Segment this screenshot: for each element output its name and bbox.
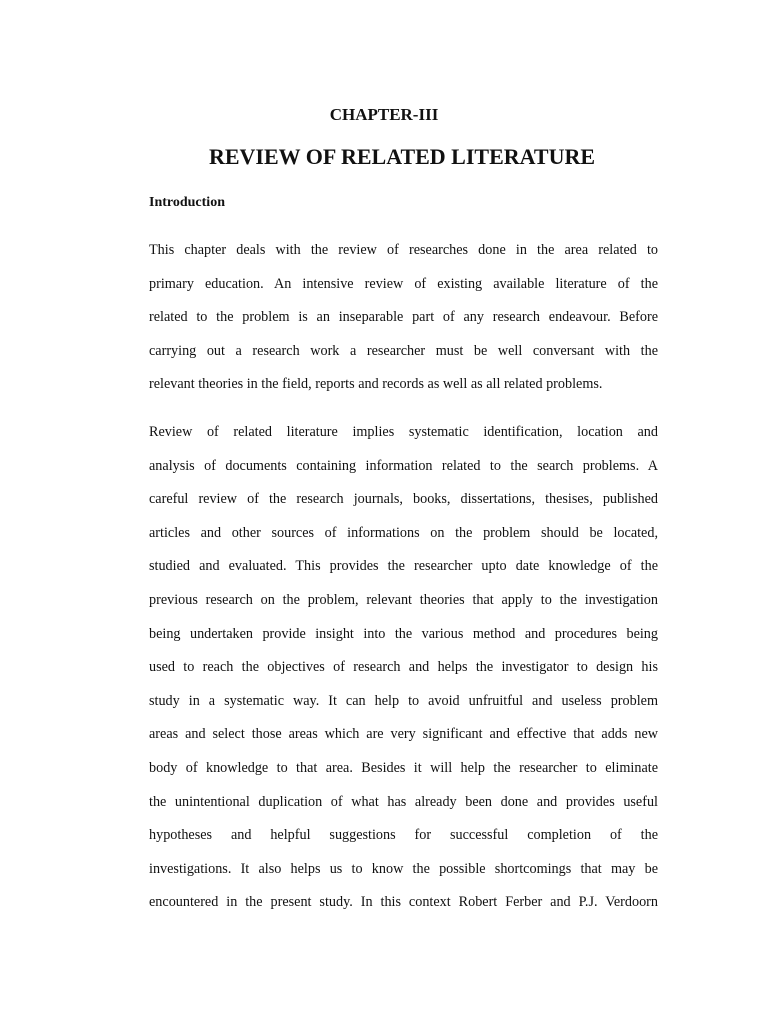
paragraph-line: analysis of documents containing information related to the search problems. A <box>149 457 658 474</box>
paragraph-line: being undertaken provide insight into the various method and procedures being <box>149 625 658 642</box>
paragraph-line: articles and other sources of informations on the problem should be located, <box>149 524 658 541</box>
paragraph-line: careful review of the research journals, books, dissertations, thesises, published <box>149 491 658 508</box>
paragraph-line: body of knowledge to that area. Besides it will help the researcher to eliminate <box>149 759 658 776</box>
paragraph-line: used to reach the objectives of research and helps the investigator to design his <box>149 659 658 676</box>
paragraph-line: encountered in the present study. In this context Robert Ferber and P.J. Verdoorn <box>149 894 658 911</box>
chapter-label: CHAPTER-III <box>329 105 439 124</box>
paragraph-line: Review of related literature implies systematic identification, location and <box>149 424 658 440</box>
paragraph-2 <box>149 416 658 920</box>
paragraph-line: areas and select those areas which are very significant and effective that adds new <box>149 726 658 743</box>
paragraph-line: relevant theories in the field, reports and records as well as all related problems. <box>149 376 603 393</box>
chapter-title: REVIEW OF RELATED LITERATURE <box>208 144 596 169</box>
paragraph-line: previous research on the problem, relevant theories that apply to the investigation <box>149 591 658 608</box>
paragraph-line: This chapter deals with the review of researches done in the area related to <box>149 242 658 258</box>
paragraph-line: study in a systematic way. It can help to avoid unfruitful and useless problem <box>149 692 658 709</box>
paragraph-line: carrying out a research work a researcher must be well conversant with the <box>149 342 658 359</box>
paragraph-line: related to the problem is an inseparable part of any research endeavour. Before <box>149 309 658 326</box>
paragraph-line: primary education. An intensive review of existing available literature of the <box>149 275 658 292</box>
paragraph-1 <box>149 234 658 402</box>
paragraph-line: the unintentional duplication of what has already been done and provides useful <box>149 793 658 810</box>
section-heading: Introduction <box>149 195 225 210</box>
paragraph-line: investigations. It also helps us to know the possible shortcomings that may be <box>149 860 658 877</box>
paragraph-line: hypotheses and helpful suggestions for successful completion of the <box>149 827 658 844</box>
paragraph-line: studied and evaluated. This provides the researcher upto date knowledge of the <box>149 558 658 575</box>
